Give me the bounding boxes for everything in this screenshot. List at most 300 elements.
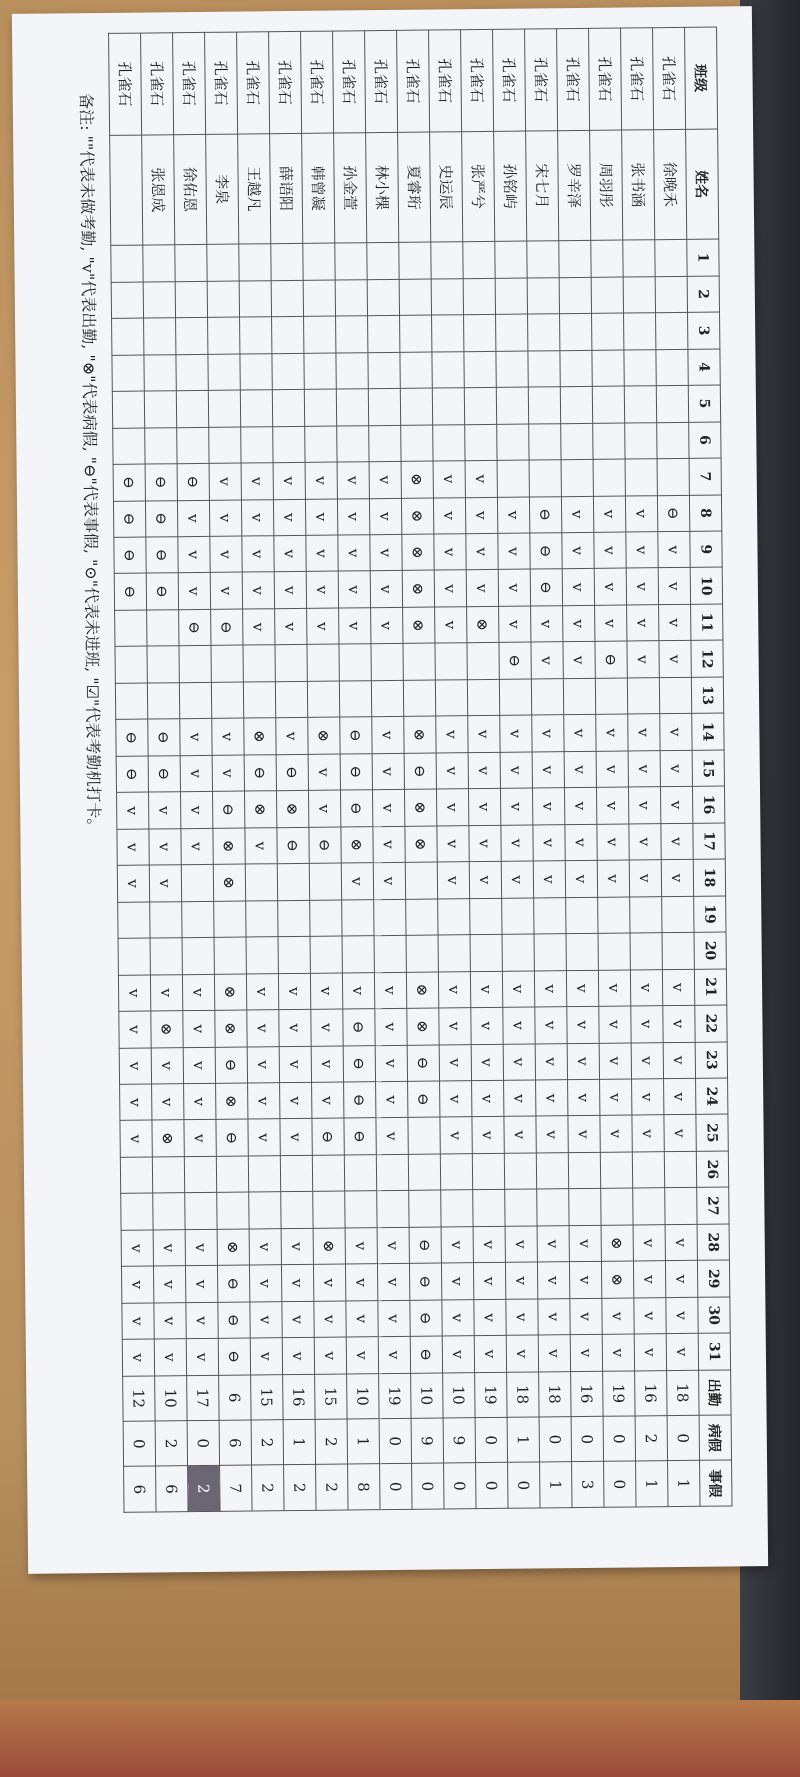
- cell-day-mark: v: [436, 716, 468, 753]
- cell-class: 孔雀石: [493, 29, 526, 131]
- cell-day-mark: v: [659, 604, 691, 641]
- cell-day-mark: v: [182, 974, 214, 1011]
- cell-day-mark: ⊗: [341, 826, 373, 863]
- cell-day-mark: v: [564, 715, 596, 752]
- header-class: 班级: [685, 27, 718, 129]
- cell-day-mark: [111, 282, 143, 319]
- cell-day-mark: [467, 679, 499, 716]
- cell-day-mark: [245, 864, 277, 901]
- cell-total: 18: [507, 1372, 539, 1418]
- header-day-26: 26: [696, 1151, 728, 1188]
- cell-day-mark: v: [503, 1044, 535, 1081]
- cell-day-mark: [496, 351, 528, 388]
- cell-day-mark: ⊖: [146, 573, 178, 610]
- header-day-17: 17: [693, 823, 725, 860]
- cell-total: 1: [636, 1461, 668, 1507]
- cell-day-mark: v: [538, 1335, 570, 1372]
- cell-total: 0: [604, 1461, 636, 1507]
- cell-day-mark: [243, 645, 275, 682]
- cell-day-mark: v: [634, 1297, 666, 1334]
- cell-day-mark: v: [665, 1261, 697, 1298]
- cell-day-mark: v: [567, 1043, 599, 1080]
- cell-day-mark: [655, 240, 687, 277]
- cell-day-mark: [399, 279, 431, 316]
- cell-day-mark: ⊖: [113, 464, 145, 501]
- cell-day-mark: ⊖: [113, 501, 145, 538]
- cell-day-mark: v: [440, 1117, 472, 1154]
- cell-day-mark: ⊗: [404, 789, 436, 826]
- cell-day-mark: [185, 1193, 217, 1230]
- header-day-9: 9: [690, 531, 722, 568]
- cell-day-mark: [281, 1192, 313, 1229]
- cell-day-mark: v: [505, 1262, 537, 1299]
- cell-day-mark: v: [435, 607, 467, 644]
- cell-day-mark: v: [537, 1262, 569, 1299]
- cell-day-mark: v: [665, 1224, 697, 1261]
- cell-day-mark: v: [633, 1261, 665, 1298]
- cell-day-mark: [121, 1193, 153, 1230]
- cell-day-mark: v: [535, 1043, 567, 1080]
- cell-total: 2: [251, 1420, 283, 1466]
- cell-day-mark: [211, 645, 243, 682]
- cell-day-mark: [307, 681, 339, 718]
- cell-day-mark: [248, 1156, 280, 1193]
- cell-day-mark: v: [660, 787, 692, 824]
- cell-day-mark: v: [468, 716, 500, 753]
- cell-day-mark: ⊗: [277, 791, 309, 828]
- cell-day-mark: [499, 679, 531, 716]
- header-day-31: 31: [698, 1333, 730, 1370]
- attendance-sheet-paper: [12, 6, 768, 1574]
- cell-day-mark: v: [532, 715, 564, 752]
- cell-day-mark: ⊖: [408, 1081, 440, 1118]
- cell-day-mark: v: [370, 571, 402, 608]
- header-day-22: 22: [695, 1005, 727, 1042]
- cell-day-mark: [208, 390, 240, 427]
- cell-day-mark: v: [212, 755, 244, 792]
- cell-day-mark: v: [247, 1010, 279, 1047]
- cell-total: 2: [188, 1466, 220, 1512]
- cell-day-mark: [405, 862, 437, 899]
- cell-class: 孔雀石: [429, 30, 462, 132]
- cell-day-mark: v: [661, 860, 693, 897]
- cell-day-mark: [344, 1155, 376, 1192]
- cell-day-mark: ⊗: [152, 1120, 184, 1157]
- cell-total: 1: [507, 1417, 539, 1463]
- header-day-2: 2: [687, 276, 719, 313]
- cell-day-mark: [504, 1153, 536, 1190]
- cell-day-mark: [591, 277, 623, 314]
- cell-day-mark: v: [500, 752, 532, 789]
- cell-day-mark: [111, 245, 143, 282]
- cell-day-mark: [214, 901, 246, 938]
- header-day-11: 11: [691, 604, 723, 641]
- cell-day-mark: [408, 1154, 440, 1191]
- cell-day-mark: v: [599, 1006, 631, 1043]
- cell-day-mark: v: [372, 753, 404, 790]
- cell-day-mark: [569, 1189, 601, 1226]
- cell-day-mark: v: [437, 825, 469, 862]
- cell-day-mark: ⊖: [410, 1336, 442, 1373]
- cell-day-mark: [179, 682, 211, 719]
- cell-day-mark: v: [375, 1045, 407, 1082]
- cell-day-mark: [336, 316, 368, 353]
- cell-day-mark: ⊖: [595, 641, 627, 678]
- cell-total: 10: [347, 1373, 379, 1419]
- cell-day-mark: v: [471, 1044, 503, 1081]
- cell-day-mark: [342, 899, 374, 936]
- cell-day-mark: [592, 350, 624, 387]
- header-name: 姓名: [686, 129, 719, 240]
- cell-day-mark: [433, 424, 465, 461]
- cell-day-mark: v: [436, 789, 468, 826]
- cell-day-mark: v: [209, 463, 241, 500]
- cell-day-mark: [656, 313, 688, 350]
- cell-day-mark: [627, 678, 659, 715]
- cell-day-mark: ⊖: [341, 790, 373, 827]
- cell-day-mark: [438, 935, 470, 972]
- cell-day-mark: [497, 460, 529, 497]
- cell-day-mark: v: [183, 1047, 215, 1084]
- cell-day-mark: v: [633, 1225, 665, 1262]
- cell-day-mark: v: [658, 568, 690, 605]
- cell-day-mark: v: [531, 606, 563, 643]
- cell-day-mark: [432, 315, 464, 352]
- cell-day-mark: v: [313, 1264, 345, 1301]
- cell-day-mark: v: [660, 714, 692, 751]
- cell-day-mark: [335, 243, 367, 280]
- cell-day-mark: v: [594, 532, 626, 569]
- cell-day-mark: v: [666, 1334, 698, 1371]
- cell-day-mark: v: [469, 862, 501, 899]
- cell-day-mark: [400, 315, 432, 352]
- cell-day-mark: v: [442, 1336, 474, 1373]
- cell-class: 孔雀石: [461, 29, 494, 131]
- cell-day-mark: v: [596, 751, 628, 788]
- cell-day-mark: ⊗: [151, 1011, 183, 1048]
- cell-day-mark: [175, 245, 207, 282]
- cell-name: 林小棵: [366, 132, 399, 243]
- cell-day-mark: ⊗: [308, 717, 340, 754]
- cell-day-mark: [463, 278, 495, 315]
- header-day-4: 4: [688, 349, 720, 386]
- cell-day-mark: v: [629, 823, 661, 860]
- cell-day-mark: v: [593, 496, 625, 533]
- cell-day-mark: [239, 280, 271, 317]
- cell-day-mark: [537, 1189, 569, 1226]
- cell-day-mark: [625, 459, 657, 496]
- cell-day-mark: v: [598, 970, 630, 1007]
- cell-day-mark: v: [154, 1339, 186, 1376]
- cell-day-mark: v: [248, 1083, 280, 1120]
- cell-day-mark: v: [631, 1006, 663, 1043]
- cell-day-mark: [337, 425, 369, 462]
- cell-day-mark: v: [122, 1303, 154, 1340]
- cell-day-mark: v: [594, 568, 626, 605]
- cell-day-mark: v: [309, 790, 341, 827]
- cell-day-mark: [310, 936, 342, 973]
- cell-day-mark: [371, 680, 403, 717]
- cell-day-mark: [624, 313, 656, 350]
- cell-day-mark: ⊖: [276, 754, 308, 791]
- cell-day-mark: v: [569, 1225, 601, 1262]
- table-body: [109, 27, 700, 1512]
- cell-class: 孔雀石: [589, 28, 622, 130]
- header-total-2: 事假: [700, 1460, 732, 1506]
- cell-day-mark: [241, 426, 273, 463]
- cell-day-mark: [239, 244, 271, 281]
- cell-name: 韩曾凝: [302, 133, 335, 244]
- cell-day-mark: ⊖: [114, 537, 146, 574]
- cell-day-mark: [120, 1157, 152, 1194]
- cell-day-mark: v: [562, 532, 594, 569]
- cell-day-mark: v: [567, 1006, 599, 1043]
- cell-day-mark: ⊖: [217, 1265, 249, 1302]
- desk-edge-bottom: [0, 1700, 800, 1777]
- cell-day-mark: v: [504, 1116, 536, 1153]
- cell-day-mark: v: [469, 825, 501, 862]
- cell-day-mark: v: [373, 826, 405, 863]
- cell-day-mark: ⊖: [116, 756, 148, 793]
- cell-day-mark: v: [501, 861, 533, 898]
- header-day-27: 27: [697, 1187, 729, 1224]
- cell-day-mark: [559, 241, 591, 278]
- cell-day-mark: [115, 610, 147, 647]
- header-day-15: 15: [692, 750, 724, 787]
- cell-day-mark: v: [310, 973, 342, 1010]
- header-day-1: 1: [687, 239, 719, 276]
- cell-day-mark: ⊖: [145, 464, 177, 501]
- cell-day-mark: [598, 933, 630, 970]
- cell-day-mark: [376, 1154, 408, 1191]
- cell-day-mark: [528, 387, 560, 424]
- cell-day-mark: v: [247, 1046, 279, 1083]
- cell-day-mark: [336, 352, 368, 389]
- cell-day-mark: ⊖: [530, 569, 562, 606]
- cell-day-mark: ⊖: [344, 1082, 376, 1119]
- cell-day-mark: v: [625, 495, 657, 532]
- cell-day-mark: [271, 244, 303, 281]
- cell-day-mark: [271, 280, 303, 317]
- cell-day-mark: v: [465, 460, 497, 497]
- cell-day-mark: ⊖: [148, 755, 180, 792]
- cell-day-mark: ⊖: [530, 533, 562, 570]
- cell-day-mark: [272, 317, 304, 354]
- cell-day-mark: v: [377, 1227, 409, 1264]
- cell-day-mark: v: [536, 1116, 568, 1153]
- cell-day-mark: v: [120, 1120, 152, 1157]
- cell-day-mark: v: [659, 641, 691, 678]
- cell-day-mark: [150, 938, 182, 975]
- cell-day-mark: [624, 349, 656, 386]
- cell-day-mark: v: [374, 972, 406, 1009]
- cell-total: 9: [411, 1418, 443, 1464]
- cell-day-mark: [662, 932, 694, 969]
- cell-day-mark: v: [433, 461, 465, 498]
- cell-day-mark: [432, 351, 464, 388]
- cell-class: 孔雀石: [653, 27, 686, 129]
- cell-day-mark: v: [628, 750, 660, 787]
- attendance-table: [108, 27, 732, 1513]
- cell-day-mark: [529, 460, 561, 497]
- cell-day-mark: v: [149, 792, 181, 829]
- cell-total: 0: [444, 1463, 476, 1509]
- cell-day-mark: v: [472, 1117, 504, 1154]
- cell-day-mark: ⊗: [215, 1010, 247, 1047]
- cell-day-mark: [214, 937, 246, 974]
- cell-day-mark: [240, 317, 272, 354]
- cell-day-mark: v: [535, 1007, 567, 1044]
- cell-day-mark: v: [249, 1229, 281, 1266]
- cell-day-mark: ⊖: [410, 1300, 442, 1337]
- cell-day-mark: v: [341, 863, 373, 900]
- cell-name: 李泉: [206, 134, 239, 245]
- cell-day-mark: ⊗: [402, 534, 434, 571]
- cell-day-mark: [630, 933, 662, 970]
- cell-day-mark: [368, 316, 400, 353]
- cell-day-mark: [560, 314, 592, 351]
- cell-day-mark: v: [338, 535, 370, 572]
- cell-day-mark: v: [376, 1081, 408, 1118]
- cell-day-mark: v: [630, 969, 662, 1006]
- cell-day-mark: v: [602, 1334, 634, 1371]
- cell-day-mark: ⊗: [217, 1229, 249, 1266]
- cell-day-mark: [118, 938, 150, 975]
- cell-day-mark: [339, 644, 371, 681]
- cell-day-mark: ⊖: [309, 827, 341, 864]
- cell-day-mark: v: [506, 1335, 538, 1372]
- cell-day-mark: [534, 897, 566, 934]
- header-day-16: 16: [692, 786, 724, 823]
- cell-class: 孔雀石: [525, 29, 558, 131]
- cell-name: 张书涵: [622, 129, 655, 240]
- cell-day-mark: ⊖: [215, 1047, 247, 1084]
- cell-day-mark: v: [282, 1301, 314, 1338]
- cell-day-mark: [465, 424, 497, 461]
- cell-day-mark: v: [500, 715, 532, 752]
- cell-day-mark: [561, 423, 593, 460]
- cell-day-mark: ⊗: [401, 461, 433, 498]
- cell-day-mark: [400, 388, 432, 425]
- cell-day-mark: [527, 241, 559, 278]
- cell-day-mark: [145, 427, 177, 464]
- cell-day-mark: v: [376, 1118, 408, 1155]
- cell-day-mark: ⊖: [657, 495, 689, 532]
- cell-day-mark: v: [184, 1083, 216, 1120]
- cell-day-mark: ⊗: [407, 1008, 439, 1045]
- cell-day-mark: [367, 243, 399, 280]
- cell-day-mark: v: [563, 642, 595, 679]
- cell-day-mark: v: [274, 572, 306, 609]
- cell-total: 19: [603, 1371, 635, 1417]
- cell-day-mark: ⊗: [467, 606, 499, 643]
- cell-day-mark: [435, 643, 467, 680]
- cell-day-mark: v: [181, 828, 213, 865]
- header-day-29: 29: [697, 1260, 729, 1297]
- cell-day-mark: v: [119, 1048, 151, 1085]
- cell-day-mark: v: [248, 1119, 280, 1156]
- cell-day-mark: [559, 277, 591, 314]
- cell-day-mark: [435, 680, 467, 717]
- cell-day-mark: [176, 318, 208, 355]
- cell-day-mark: [278, 936, 310, 973]
- cell-day-mark: v: [117, 829, 149, 866]
- cell-total: 16: [283, 1374, 315, 1420]
- cell-day-mark: [368, 352, 400, 389]
- cell-day-mark: [377, 1191, 409, 1228]
- cell-day-mark: [278, 900, 310, 937]
- cell-day-mark: v: [154, 1302, 186, 1339]
- cell-day-mark: [211, 682, 243, 719]
- cell-day-mark: ⊗: [401, 498, 433, 535]
- cell-day-mark: v: [345, 1264, 377, 1301]
- cell-day-mark: v: [314, 1337, 346, 1374]
- cell-day-mark: v: [534, 970, 566, 1007]
- cell-day-mark: [659, 677, 691, 714]
- cell-day-mark: [632, 1152, 664, 1189]
- cell-day-mark: v: [501, 825, 533, 862]
- cell-day-mark: [304, 389, 336, 426]
- cell-day-mark: [312, 1155, 344, 1192]
- cell-total: 16: [571, 1371, 603, 1417]
- cell-day-mark: [150, 901, 182, 938]
- cell-day-mark: [409, 1190, 441, 1227]
- cell-day-mark: [470, 898, 502, 935]
- cell-day-mark: [440, 1154, 472, 1191]
- cell-day-mark: [495, 278, 527, 315]
- legend-note: 备注: ""代表未做考勤, "v"代表出勤, "⊗"代表病假, "⊖"代表事假, "⊙"代表未进班, "☑"代表考勤机打卡。: [76, 93, 104, 835]
- cell-day-mark: [304, 353, 336, 390]
- cell-day-mark: [630, 896, 662, 933]
- cell-day-mark: [144, 391, 176, 428]
- cell-day-mark: v: [439, 1044, 471, 1081]
- cell-total: 0: [187, 1420, 219, 1466]
- cell-day-mark: [182, 937, 214, 974]
- cell-day-mark: v: [663, 1005, 695, 1042]
- cell-day-mark: [595, 678, 627, 715]
- cell-day-mark: v: [506, 1299, 538, 1336]
- cell-day-mark: v: [186, 1302, 218, 1339]
- cell-day-mark: v: [305, 499, 337, 536]
- cell-day-mark: v: [570, 1298, 602, 1335]
- cell-day-mark: v: [282, 1338, 314, 1375]
- cell-day-mark: [568, 1152, 600, 1189]
- cell-day-mark: ⊖: [499, 642, 531, 679]
- cell-day-mark: v: [250, 1301, 282, 1338]
- cell-day-mark: ⊗: [601, 1261, 633, 1298]
- cell-day-mark: [275, 645, 307, 682]
- cell-total: 3: [572, 1462, 604, 1508]
- cell-day-mark: [403, 643, 435, 680]
- cell-day-mark: ⊗: [313, 1228, 345, 1265]
- cell-day-mark: [496, 387, 528, 424]
- cell-day-mark: v: [470, 971, 502, 1008]
- cell-day-mark: v: [565, 861, 597, 898]
- cell-day-mark: v: [595, 605, 627, 642]
- cell-day-mark: [176, 354, 208, 391]
- cell-day-mark: [345, 1191, 377, 1228]
- cell-day-mark: v: [533, 861, 565, 898]
- cell-class: 孔雀石: [557, 28, 590, 130]
- cell-day-mark: [368, 388, 400, 425]
- cell-total: 6: [219, 1375, 251, 1421]
- cell-total: 6: [219, 1420, 251, 1466]
- cell-day-mark: [431, 278, 463, 315]
- cell-day-mark: v: [150, 974, 182, 1011]
- cell-class: 孔雀石: [237, 32, 270, 134]
- cell-day-mark: ⊖: [213, 791, 245, 828]
- cell-day-mark: [406, 935, 438, 972]
